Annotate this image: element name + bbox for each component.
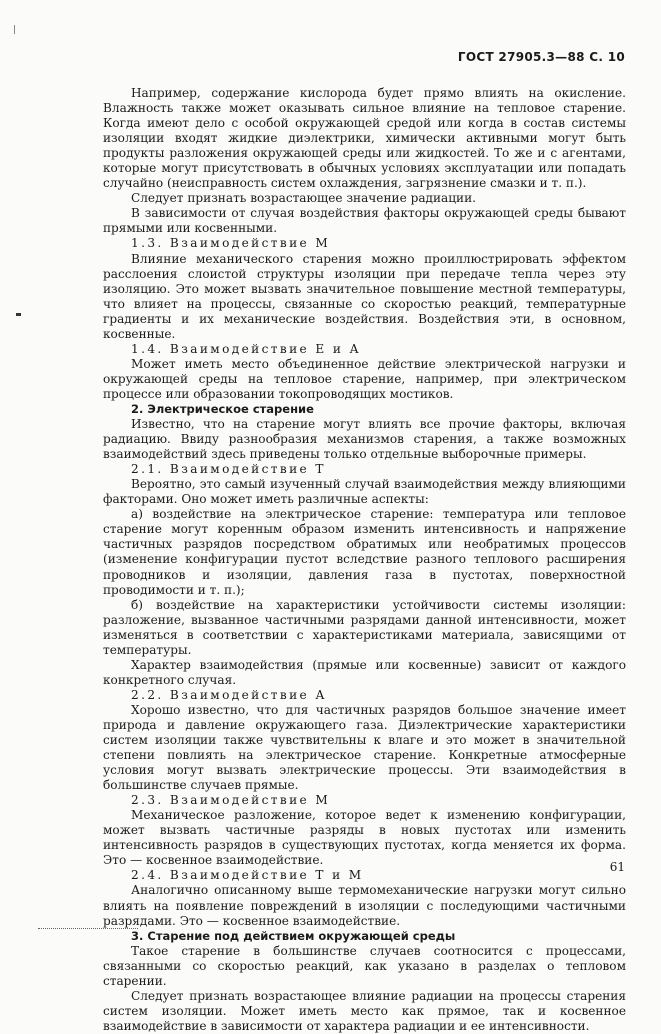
document-body [103,86,626,1034]
paragraph: Следует признать возрастающее влияние радиации на процессы старения систем изоляции. Может иметь место как прямое, так и косвенное взаимодействие в зависимости от характера радиации и ее интенсивности. [103,988,626,1033]
paragraph: Хорошо известно, что для частичных разрядов большое значение имеет природа и давление окружающего газа. Диэлектрические характеристики систем изоляции также чувствительны к влаге и это может в значительной степени повлиять на электрическое старение. Конкретные атмосферные условия могут вызвать электрические процессы. Эти взаимодействия в большинстве случаев прямые. [103,702,626,793]
list-item: б) воздействие на характеристики устойчивости системы изоляции: разложение, вызванное частичными разрядами данной интенсивности, может изменяться в соответствии с характеристиками материала, зависящими от температуры. [103,597,626,657]
paragraph: Характер взаимодействия (прямые или косвенные) зависит от каждого конкретного случая. [103,657,626,687]
scan-mark [16,313,21,316]
subsection-heading: 2.1. Взаимодействие Т [131,462,326,477]
scan-artifact-line [38,928,138,930]
paragraph: Может иметь место объединенное действие электрической нагрузки и окружающей среды на тепловое старение, например, при электрическом процессе или образовании токопроводящих мостиков. [103,356,626,401]
page-number: 61 [609,860,625,874]
list-item: а) воздействие на электрическое старение: температура или тепловое старение могут коренным образом изменить интенсивность и напряжение частичных разрядов посредством обратимых или необратимых процессов (изменение конфигурации пустот вследствие разного теплового расширения проводников и изоляции, давления газа в пустотах, поверхностной проводимости и т. п.); [103,507,626,597]
paragraph: Механическое разложение, которое ведет к изменению конфигурации, может вызвать частичные разряды в новых пустотах или изменить интенсивность разрядов в существующих пустотах, когда меняется их форма. Это — косвенное взаимодействие. [103,808,626,868]
subsection-heading: 2.2. Взаимодействие А [131,687,327,702]
paragraph: Аналогично описанному выше термомеханические нагрузки могут сильно влиять на появление повреждений в изоляции с последующими частичными разрядами. Это — косвенное взаимодействие. [103,883,626,928]
paragraph: Вероятно, это самый изученный случай взаимодействия между влияющими факторами. Оно может иметь различные аспекты: [103,477,626,507]
subsection-heading: 1.3. Взаимодействие М [131,236,331,251]
paragraph: Влияние механического старения можно проиллюстрировать эффектом расслоения слоистой структуры изоляции при передаче тепла через эту изоляцию. Это может вызвать значительное повышение местной температуры, что влияет на процессы, связанные со скоростью реакций, температурные градиенты и их механические воздействия. Воздействия эти, в основном, косвенные. [103,251,626,341]
paragraph: Известно, что на старение могут влиять все прочие факторы, включая радиацию. Ввиду разнообразия механизмов старения, а также возможных взаимодействий здесь приведены только отдельные выборочные примеры. [103,417,626,462]
section-heading: 3. Старение под действием окружающей среды [131,928,456,943]
paragraph: Например, содержание кислорода будет прямо влиять на окисление. Влажность также может оказывать сильное влияние на тепловое старение. Когда имеют дело с особой окружающей средой или когда в состав системы изоляции входят жидкие диэлектрики, химически активными могут быть продукты разложения окружающей среды или жидкостей. То же и с агентами, которые могут присутствовать в обычных условиях эксплуатации или попадать случайно (неисправность систем охлаждения, загрязнение смазки и т. п.). [103,86,626,191]
paragraph: Следует признать возрастающее значение радиации. [131,191,476,206]
subsection-heading: 2.3. Взаимодействие М [131,793,331,808]
subsection-heading: 2.4. Взаимодействие Т и М [131,868,364,883]
paragraph: В зависимости от случая воздействия факторы окружающей среды бывают прямыми или косвенными. [103,206,626,236]
paragraph: Такое старение в большинстве случаев соотносится с процессами, связанными со скоростью реакций, как указано в разделах о тепловом старении. [103,943,626,988]
subsection-heading: 1.4. Взаимодействие Е и А [131,341,362,356]
page-header: ГОСТ 27905.3—88 С. 10 [457,50,625,64]
section-heading: 2. Электрическое старение [131,401,314,416]
scan-mark [14,25,15,34]
